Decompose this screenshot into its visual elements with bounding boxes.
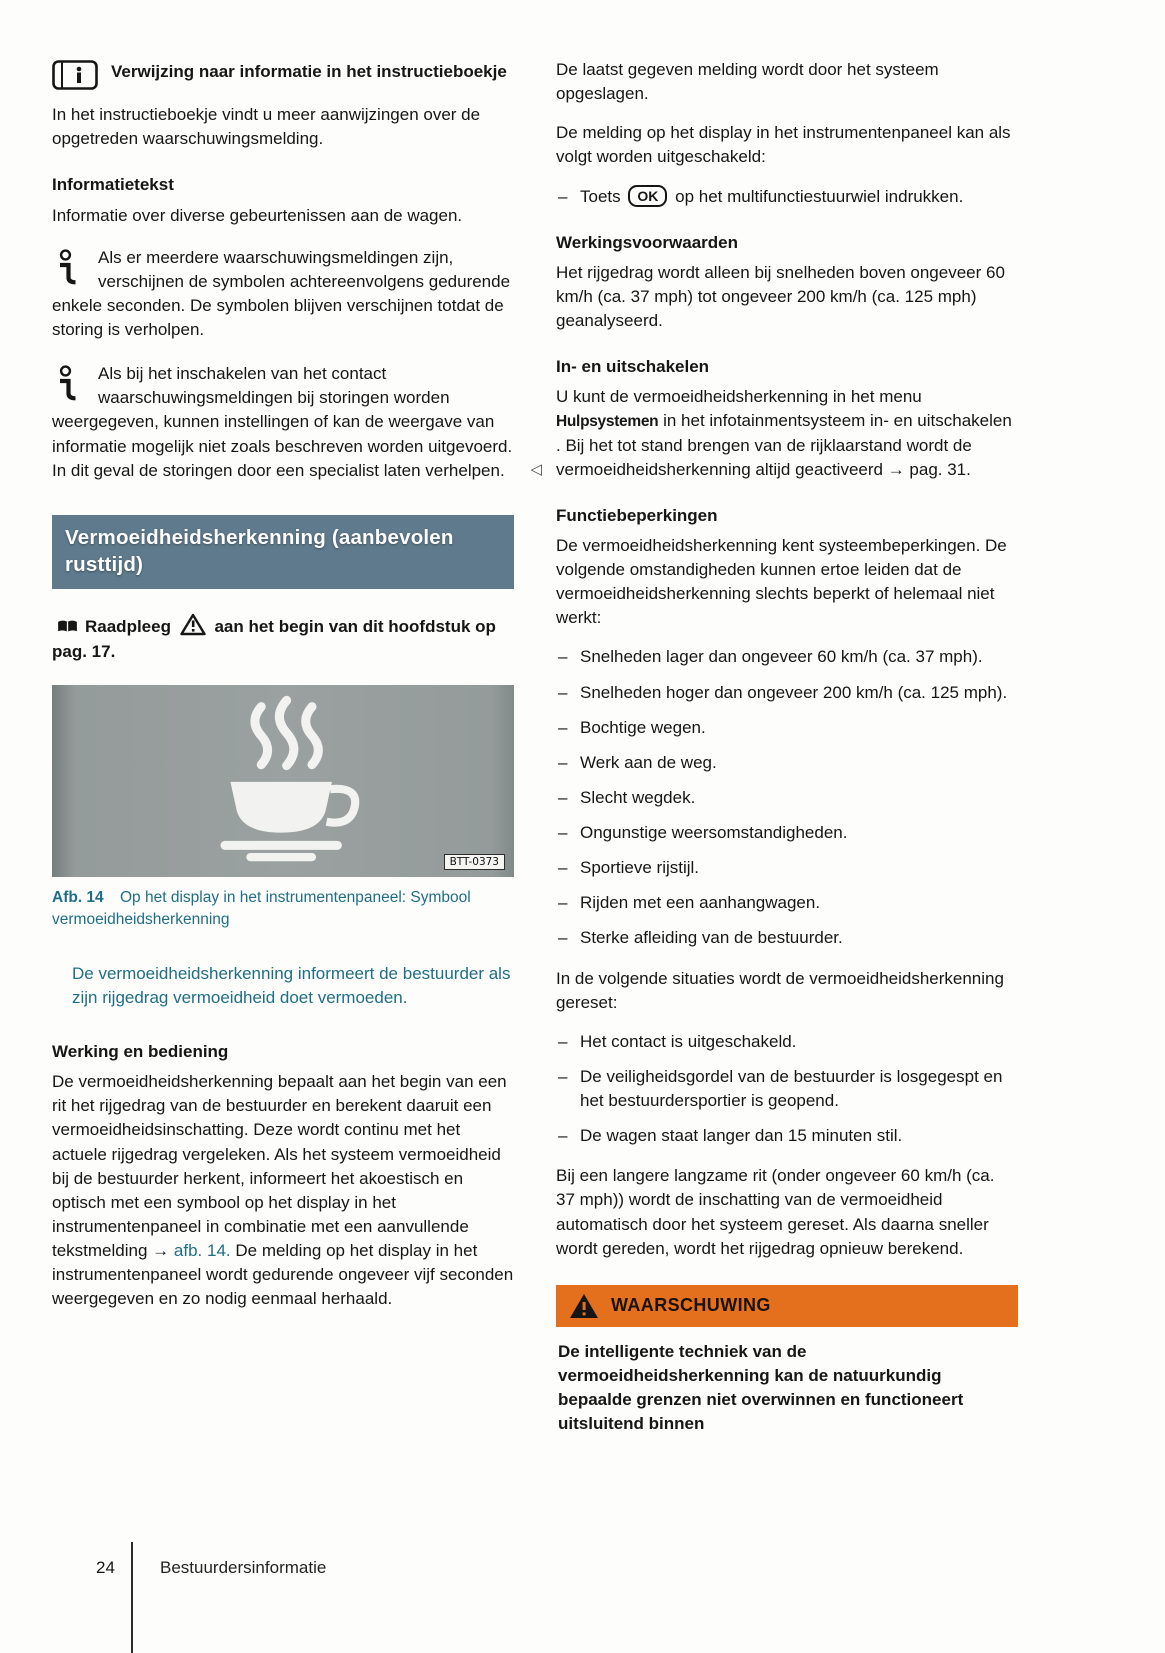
- message-saved-paragraph: De laatst gegeven melding wordt door het systeem opgeslagen.: [556, 60, 939, 104]
- warning-box: [556, 1285, 1018, 1437]
- list-item: – Snelheden hoger dan ongeveer 200 km/h (ca. 125 mph).: [580, 681, 1018, 705]
- left-column: [52, 58, 542, 1436]
- booklet-reference-body: In het instructieboekje vindt u meer aanwijzingen over de opgetreden waarschuwingsmelding.: [52, 105, 481, 149]
- warning-filled-triangle-icon: [569, 1293, 599, 1319]
- consult-text-pre: Raadpleeg: [85, 616, 171, 636]
- footer-divider-line: [131, 1542, 133, 1653]
- fatigue-intro-text: De vermoeidheidsherkenning informeert de bestuurder als zijn rijgedrag vermoeidheid doet vermoeden.: [72, 963, 511, 1007]
- ok-instruction-list: [556, 185, 1018, 209]
- warning-box-header: [556, 1285, 1018, 1327]
- functiebeperkingen-body: De vermoeidheidsherkenning kent systeembeperkingen. De volgende omstandigheden kunnen ertoe leiden dat de vermoeidheidsherkenning slechts beperkt of helemaal niet werkt:: [556, 535, 1007, 628]
- reset-intro-paragraph: In de volgende situaties wordt de vermoeidheidsherkenning gereset:: [556, 968, 1004, 1012]
- limitations-list: [556, 645, 1018, 950]
- page-number: 24: [96, 1558, 115, 1577]
- list-item: – De veiligheidsgordel van de bestuurder is losgegespt en het bestuurdersportier is geopend.: [580, 1065, 1018, 1113]
- hulpsystemen-menu-label: Hulpsystemen: [556, 413, 659, 431]
- footer-section-title: Bestuurdersinformatie: [160, 1558, 327, 1577]
- booklet-reference-heading: [52, 58, 514, 97]
- functiebeperkingen-heading: Functiebeperkingen: [556, 505, 718, 525]
- info-note-2: [52, 362, 542, 483]
- list-item: – De wagen staat langer dan 15 minuten stil.: [580, 1124, 1018, 1148]
- message-dismiss-paragraph: De melding op het display in het instrumentenpaneel kan als volgt worden uitgeschakeld:: [556, 123, 1011, 167]
- werkingsvoorwaarden-body: Het rijgedrag wordt alleen bij snelheden boven ongeveer 60 km/h (ca. 37 mph) tot ongeveer 200 km/h (ca. 125 mph) geanalyseerd.: [556, 262, 1005, 330]
- ok-item-post: op het multifunctiestuurwiel indrukken.: [675, 186, 964, 206]
- instrument-display-figure: [52, 685, 514, 877]
- list-item: – Het contact is uitgeschakeld.: [580, 1030, 1018, 1054]
- list-item: – Slecht wegdek.: [580, 786, 1018, 810]
- ok-instruction-item: [580, 185, 1018, 209]
- list-item: – Snelheden lager dan ongeveer 60 km/h (ca. 37 mph).: [580, 645, 1018, 669]
- list-item: – Bochtige wegen.: [580, 716, 1018, 740]
- werkingsvoorwaarden-heading: Werkingsvoorwaarden: [556, 232, 739, 252]
- info-icon: [56, 249, 80, 286]
- info-note-1-text: Als er meerdere waarschuwingsmeldingen zijn, verschijnen de symbolen achtereenvolgens gedurende enkele seconden. De symbolen blijven verschijnen totdat de storing is verholpen.: [52, 247, 511, 339]
- infotext-body: Informatie over diverse gebeurtenissen aan de wagen.: [52, 205, 463, 225]
- ok-key: OK: [628, 185, 667, 207]
- figure-caption-label: Afb. 14: [52, 888, 104, 906]
- werking-body-post: De melding op het display in het instrumentenpaneel wordt gedurende ongeveer vijf seconden weergegeven en zo nodig eenmaal herhaald.: [52, 1241, 514, 1309]
- list-item: – Ongunstige weersomstandigheden.: [580, 821, 1018, 845]
- section-banner-vermoeidheidsherkenning: Vermoeidheidsherkenning (aanbevolen rusttijd): [52, 515, 514, 589]
- list-item: – Rijden met een aanhangwagen.: [580, 891, 1018, 915]
- list-item: – Werk aan de weg.: [580, 751, 1018, 775]
- ok-item-pre: Toets: [580, 186, 621, 206]
- list-item: – Sportieve rijstijl.: [580, 856, 1018, 880]
- info-note-2-text: Als bij het inschakelen van het contact waarschuwingsmeldingen bij storingen worden weergegeven, kunnen instellingen of kan de weergave van informatie mogelijk niet zoals beschreven worden uitgevoerd. In dit geval de storingen door een specialist laten verhelpen.: [52, 364, 513, 480]
- in-en-uitschakelen-heading: In- en uitschakelen: [556, 357, 710, 377]
- section-end-marker: ◁: [530, 461, 542, 479]
- werking-body-pre: De vermoeidheidsherkenning bepaalt aan het begin van een rit het rijgedrag van de bestuurder en berekent daaruit een vermoeidheidsinschatting. Deze wordt continu met het actuele rijgedrag vergeleken. Als het systeem vermoeidheid bij de bestuurder herkent, informeert het akoestisch en optisch met een symbool op het display in het instrumentenpaneel in combinatie met een aanvullende tekstmelding →: [52, 1072, 507, 1261]
- right-column: [556, 58, 1018, 1436]
- figure-caption-text: Op het display in het instrumentenpaneel: Symbool vermoeidheidsherkenning: [52, 888, 471, 929]
- werking-body: [52, 1070, 514, 1311]
- booklet-reference-title: Verwijzing naar informatie in het instructieboekje: [111, 62, 507, 81]
- in-en-uitschakelen-body: [556, 385, 1018, 482]
- info-icon: [56, 365, 80, 402]
- warning-triangle-icon: [180, 613, 206, 636]
- warning-title: WAARSCHUWING: [611, 1294, 771, 1315]
- inuit-body-post: in het infotainmentsysteem in- en uitschakelen . Bij het tot stand brengen van de rijklaarstand wordt de vermoeidheidsherkenning altijd geactiveerd → pag. 31.: [556, 411, 1012, 479]
- slow-ride-paragraph: Bij een langere langzame rit (onder ongeveer 60 km/h (ca. 37 mph)) wordt de inschatting van de vermoeidheid automatisch door het systeem gereset. Als daarna sneller wordt gereden, wordt het rijgedrag opnieuw berekend.: [556, 1166, 995, 1258]
- figure-crossref-link: afb. 14.: [173, 1241, 231, 1261]
- consult-text-post: aan het begin van dit hoofdstuk op pag. 17.: [52, 616, 496, 662]
- figure-caption: [52, 887, 514, 932]
- consult-reference-line: [52, 613, 514, 665]
- infotext-heading: Informatietekst: [52, 175, 174, 195]
- werking-heading: Werking en bediening: [52, 1042, 229, 1062]
- figure-code-badge: BTT-0373: [444, 854, 505, 870]
- small-book-icon: [56, 619, 79, 634]
- warning-body: De intelligente techniek van de vermoeidheidsherkenning kan de natuurkundig bepaalde grenzen niet overwinnen en functioneert uitsluitend binnen: [558, 1341, 964, 1434]
- reset-conditions-list: [556, 1030, 1018, 1149]
- info-note-1: [52, 246, 514, 343]
- coffee-cup-fatigue-icon: [153, 694, 413, 868]
- open-book-info-icon: [52, 58, 98, 97]
- inuit-body-pre: U kunt de vermoeidheidsherkenning in het menu: [556, 387, 922, 407]
- list-item: – Sterke afleiding van de bestuurder.: [580, 926, 1018, 950]
